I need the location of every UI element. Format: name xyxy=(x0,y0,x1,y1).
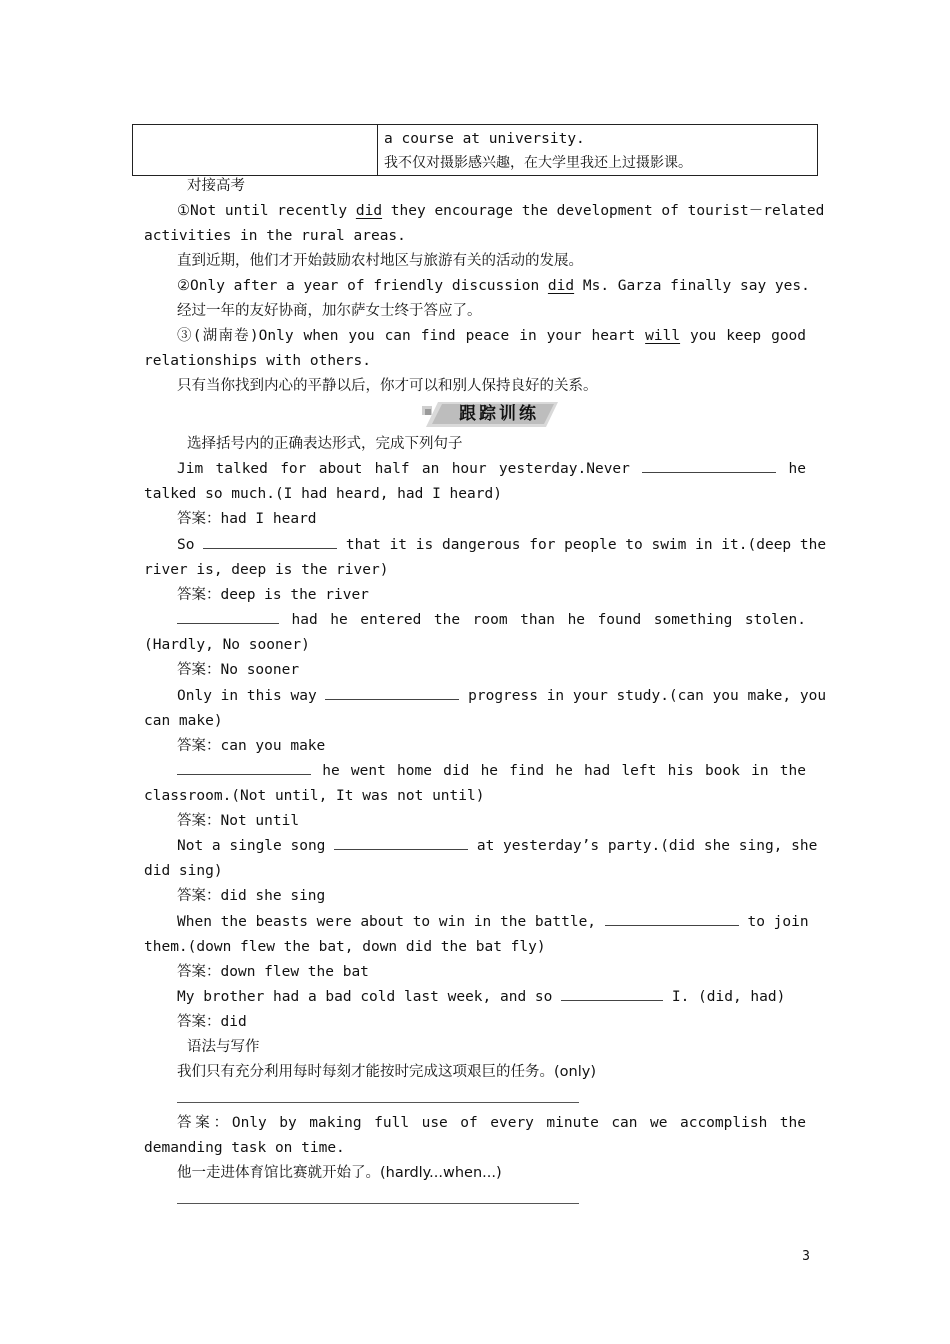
exam-text: ②Only after a year of friendly discussion xyxy=(177,278,548,294)
question-8-line1 xyxy=(177,985,786,1010)
exam-text: they encourage the development of tourist－related xyxy=(382,203,825,219)
content-table xyxy=(132,124,818,176)
page-number: 3 xyxy=(802,1249,810,1264)
question-text: at yesterday’s party.(did she sing, she xyxy=(468,838,818,854)
answer-text: did xyxy=(220,1014,247,1030)
answer-blank xyxy=(177,609,279,624)
exam-text: ③(湖南卷)Only when you can find peace in your heart xyxy=(177,328,646,344)
question-3-answer xyxy=(177,658,806,683)
table-chinese-text: 我不仅对摄影感兴趣，在大学里我还上过摄影课。 xyxy=(384,155,692,171)
exam-item-2-line1 xyxy=(177,274,810,299)
exam-text: ①Not until recently xyxy=(177,203,356,219)
answer-text: can you make xyxy=(220,738,326,754)
question-2-answer xyxy=(177,583,806,608)
answer-blank xyxy=(561,986,663,1001)
answer-blank xyxy=(605,911,739,926)
section-banner xyxy=(420,400,558,428)
answer-text: deep is the river xyxy=(220,587,369,603)
question-text: he went home did he find he had left his book in the xyxy=(311,763,806,779)
question-text: Only in this way xyxy=(177,688,326,704)
exam-item-1-line2: activities in the rural areas. xyxy=(144,228,406,244)
writing-answer-line-1 xyxy=(177,1102,579,1103)
answer-blank xyxy=(642,458,776,473)
question-5-line1 xyxy=(177,759,806,784)
question-5-line2: classroom.(Not until, It was not until) xyxy=(144,788,485,804)
question-2-line1 xyxy=(177,533,827,558)
answer-label: 答案： xyxy=(177,511,221,527)
practice-instruction: 选择括号内的正确表达形式，完成下列句子 xyxy=(187,436,463,452)
answer-label: 答案： xyxy=(177,888,221,904)
question-text: When the beasts were about to win in the battle, xyxy=(177,914,605,930)
answer-blank xyxy=(177,760,311,775)
exam-item-1-translation: 直到近期，他们才开始鼓励农村地区与旅游有关的活动的发展。 xyxy=(177,253,583,269)
question-2-line2: river is, deep is the river) xyxy=(144,562,389,578)
question-7-line2: them.(down flew the bat, down did the bat fly) xyxy=(144,939,546,955)
question-text: had he entered the room than he found something stolen. xyxy=(279,612,806,628)
answer-text: did she sing xyxy=(220,888,326,904)
answer-label: 答案： xyxy=(177,813,221,829)
answer-text: had I heard xyxy=(220,511,317,527)
section-heading-writing: 语法与写作 xyxy=(187,1039,260,1055)
table-english-text: a course at university. xyxy=(384,131,585,147)
exam-item-1-line1 xyxy=(177,199,825,224)
question-text: Jim talked for about half an hour yesterday.Never xyxy=(177,461,643,477)
answer-blank xyxy=(203,534,337,549)
writing-question-2: 他一走进体育馆比赛就开始了。(hardly...when...) xyxy=(177,1165,502,1181)
question-1-line1 xyxy=(177,457,806,482)
question-text: he xyxy=(776,461,806,477)
question-4-answer xyxy=(177,734,806,759)
exam-item-3-line1 xyxy=(177,324,806,349)
answer-text: No sooner xyxy=(220,662,300,678)
exam-text: Ms. Garza finally say yes. xyxy=(574,278,810,294)
table-cell-text xyxy=(378,125,817,175)
question-text: Not a single song xyxy=(177,838,335,854)
question-1-answer xyxy=(177,507,806,532)
question-text: progress in your study.(can you make, you xyxy=(459,688,827,704)
question-text: My brother had a bad cold last week, and so xyxy=(177,989,562,1005)
answer-label: 答案： xyxy=(177,738,221,754)
question-4-line2: can make) xyxy=(144,713,223,729)
answer-blank xyxy=(334,835,468,850)
underlined-word: did xyxy=(547,278,575,294)
question-4-line1 xyxy=(177,684,827,709)
answer-label: 答案： xyxy=(177,964,221,980)
answer-text: Not until xyxy=(220,813,300,829)
answer-blank xyxy=(325,685,459,700)
exam-item-2-translation: 经过一年的友好协商，加尔萨女士终于答应了。 xyxy=(177,303,482,319)
exam-item-3-translation: 只有当你找到内心的平静以后，你才可以和别人保持良好的关系。 xyxy=(177,378,598,394)
underlined-word: did xyxy=(355,203,383,219)
question-7-line1 xyxy=(177,910,809,935)
answer-label: 答案： xyxy=(177,1014,221,1030)
question-7-answer xyxy=(177,960,806,985)
answer-text: down flew the bat xyxy=(220,964,369,980)
question-3-line2: (Hardly, No sooner) xyxy=(144,637,310,653)
writing-answer-1-line1: 答案：Only by making full use of every minute can we accomplish the xyxy=(177,1115,806,1131)
answer-label: 答案： xyxy=(177,662,221,678)
question-6-answer xyxy=(177,884,806,909)
writing-question-1: 我们只有充分利用每时每刻才能按时完成这项艰巨的任务。(only) xyxy=(177,1064,596,1080)
answer-label: 答案： xyxy=(177,587,221,603)
question-text: that it is dangerous for people to swim in it.(deep the xyxy=(337,537,827,553)
table-cell-empty xyxy=(133,125,378,175)
question-text: So xyxy=(177,537,204,553)
question-5-answer xyxy=(177,809,806,834)
exam-text: you keep good xyxy=(680,328,807,344)
question-3-line1 xyxy=(177,608,806,633)
section-heading-exam: 对接高考 xyxy=(187,178,245,194)
question-1-line2: talked so much.(I had heard, had I heard) xyxy=(144,486,502,502)
writing-answer-1-line2: demanding task on time. xyxy=(144,1140,345,1156)
question-6-line1 xyxy=(177,834,818,859)
exam-item-3-line2: relationships with others. xyxy=(144,353,371,369)
writing-answer-line-2 xyxy=(177,1203,579,1204)
question-8-answer xyxy=(177,1010,806,1035)
banner-title: 跟踪训练 xyxy=(459,404,539,424)
question-6-line2: did sing) xyxy=(144,863,223,879)
underlined-word: will xyxy=(645,328,681,344)
question-text: to join xyxy=(738,914,809,930)
question-text: I. (did, had) xyxy=(663,989,786,1005)
